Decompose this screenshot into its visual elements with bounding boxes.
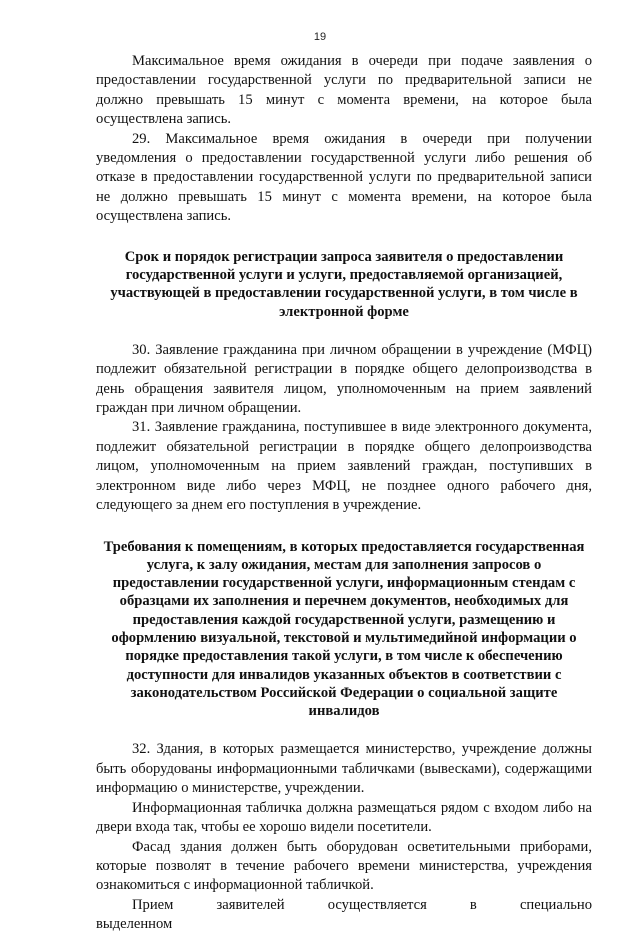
paragraph-reception: Прием заявителей осуществляется в специально выделенном: [96, 896, 592, 933]
section-heading-premises: Требования к помещениям, в которых предоставляется государственная услуга, к залу ожидания, местам для заполнения запросов о предоставлении государственной услуги, информационным стендам с образцами их заполнения и перечнем документов, необходимых для предоставления каждой государственной услуги, размещению и оформлению визуальной, текстовой и мультимедийной информации о порядке предоставления такой услуги, в том числе к обеспечению доступности для инвалидов указанных объектов в соответствии с законодательством Российской Федерации о социальной защите инвалидов: [103, 538, 585, 720]
paragraph-29: 29. Максимальное время ожидания в очереди при получении уведомления о предоставлении государственной услуги либо решения об отказе в предоставлении государственной услуги по предварительной записи не должно превышать 15 минут с момента времени, на которое была осуществлена запись.: [96, 130, 592, 225]
section-heading-registration: Срок и порядок регистрации запроса заявителя о предоставлении государственной услуги и услуги, предоставляемой организацией, участвующей в предоставлении государственной услуги, в том числе в электронной форме: [110, 248, 578, 320]
paragraph-info-plate: Информационная табличка должна размещаться рядом с входом либо на двери входа так, чтобы ее хорошо видели посетители.: [96, 799, 592, 836]
page-number: 19: [313, 31, 327, 43]
paragraph-31: 31. Заявление гражданина, поступившее в виде электронного документа, подлежит обязательной регистрации в порядке общего делопроизводства лицом, уполномоченным на прием заявлений граждан, поступивших в электронном виде либо через МФЦ, не позднее одного рабочего дня, следующего за днем его поступления в учреждение.: [96, 419, 592, 514]
paragraph-wait-time-submission: Максимальное время ожидания в очереди при подаче заявления о предоставлении государственной услуги по предварительной записи не должно превышать 15 минут с момента времени, на которое была осуществлена запись.: [96, 53, 592, 128]
paragraph-32: 32. Здания, в которых размещается министерство, учреждение должны быть оборудованы информационными табличками (вывесками), содержащими информацию о министерстве, учреждении.: [96, 741, 592, 797]
paragraph-facade: Фасад здания должен быть оборудован осветительными приборами, которые позволят в течение рабочего времени министерства, учреждения ознакомиться с информационной табличкой.: [96, 838, 592, 894]
document-body: [96, 52, 592, 935]
paragraph-30: 30. Заявление гражданина при личном обращении в учреждение (МФЦ) подлежит обязательной регистрации в порядке общего делопроизводства в день обращения заявителя лицом, уполномоченным на прием заявлений граждан при личном обращении.: [96, 341, 592, 417]
